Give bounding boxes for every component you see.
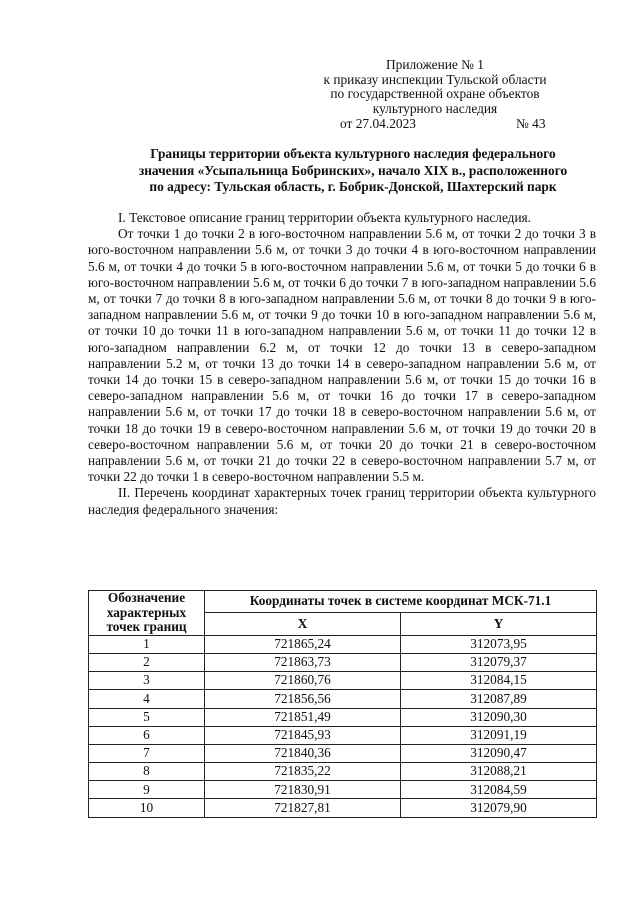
document-body <box>88 210 596 518</box>
appendix-line: к приказу инспекции Тульской области <box>323 71 547 87</box>
point-cell: 5 <box>89 708 205 726</box>
x-cell: 721845,93 <box>205 726 401 744</box>
y-cell: 312088,21 <box>401 763 597 781</box>
point-cell: 2 <box>89 653 205 671</box>
section-1-heading: I. Текстовое описание границ территории объекта культурного наследия. <box>118 210 531 225</box>
section-2-heading: II. Перечень координат характерных точек границ территории объекта культурного наследия федерального значения: <box>88 485 596 517</box>
coordinates-table-body <box>89 635 597 817</box>
table-row <box>89 726 597 744</box>
y-cell: 312073,95 <box>401 635 597 653</box>
y-cell: 312090,47 <box>401 744 597 762</box>
point-cell: 9 <box>89 781 205 799</box>
title-line: по адресу: Тульская область, г. Бобрик-Донской, Шахтерский парк <box>149 179 557 194</box>
x-cell: 721865,24 <box>205 635 401 653</box>
table-row <box>89 744 597 762</box>
title-line: значения «Усыпальница Бобринских», начало XIX в., расположенного <box>138 162 568 178</box>
point-cell: 10 <box>89 799 205 817</box>
x-cell: 721860,76 <box>205 672 401 690</box>
order-number: № 43 <box>516 116 546 131</box>
x-cell: 721827,81 <box>205 799 401 817</box>
y-cell: 312087,89 <box>401 690 597 708</box>
section-1-text: От точки 1 до точки 2 в юго-восточном направлении 5.6 м, от точки 2 до точки 3 в юго-восточном направлении 5.6 м, от точки 3 до точки 4 в юго-восточном направлении 5.6 м, от точки 4 до точки 5 в юго-восточном направлении 5.6 м, от точки 5 до точки 6 в юго-восточном направлении 5.6 м, от точки 6 до точки 7 в юго-западном направлении 5.6 м, от точки 7 до точки 8 в юго-западном направлении 5.6 м, от точки 8 до точки 9 в юго-западном направлении 5.6 м, от точки 9 до точки 10 в юго-западном направлении 5.6 м, от точки 10 до точки 11 в юго-западном направлении 5.6 м, от точки 11 до точки 12 в юго-западном направлении 6.2 м, от точки 12 до точки 13 в северо-западном направлении 5.2 м, от точки 13 до точки 14 в северо-западном направлении 5.6 м, от точки 14 до точки 15 в северо-западном направлении 5.6 м, от точки 15 до точки 16 в северо-западном направлении 5.6 м, от точки 16 до точки 17 в северо-западном направлении 5.6 м, от точки 17 до точки 18 в северо-восточном направлении 5.6 м, от точки 18 до точки 19 в северо-восточном направлении 5.6 м, от точки 19 до точки 20 в северо-восточном направлении 5.6 м, от точки 20 до точки 21 в северо-восточном направлении 5.6 м, от точки 21 до точки 22 в северо-восточном направлении 5.7 м, от точки 22 до точки 1 в северо-восточном направлении 5.5 м. <box>88 226 596 485</box>
x-cell: 721840,36 <box>205 744 401 762</box>
point-cell: 1 <box>89 635 205 653</box>
title-line: Границы территории объекта культурного наследия федерального <box>150 146 556 161</box>
appendix-line: по государственной охране объектов <box>330 86 540 101</box>
x-cell: 721856,56 <box>205 690 401 708</box>
y-cell: 312084,59 <box>401 781 597 799</box>
column-header-x: X <box>205 613 401 635</box>
table-row <box>89 653 597 671</box>
y-cell: 312090,30 <box>401 708 597 726</box>
order-date: от 27.04.2023 <box>340 116 416 131</box>
coordinates-table <box>88 590 597 818</box>
point-cell: 4 <box>89 690 205 708</box>
column-header-y: Y <box>401 613 597 635</box>
point-cell: 7 <box>89 744 205 762</box>
table-row <box>89 635 597 653</box>
table-row <box>89 781 597 799</box>
appendix-header <box>300 58 570 116</box>
y-cell: 312079,37 <box>401 653 597 671</box>
y-cell: 312079,90 <box>401 799 597 817</box>
point-cell: 6 <box>89 726 205 744</box>
x-cell: 721830,91 <box>205 781 401 799</box>
column-header-coordinate-system: Координаты точек в системе координат МСК-71.1 <box>205 591 597 613</box>
table-row <box>89 763 597 781</box>
table-row <box>89 708 597 726</box>
appendix-line: культурного наследия <box>372 100 498 116</box>
point-cell: 8 <box>89 763 205 781</box>
column-header-designation: Обозначение характерных точек границ <box>89 591 205 636</box>
y-cell: 312091,19 <box>401 726 597 744</box>
appendix-line: Приложение № 1 <box>385 57 485 72</box>
point-cell: 3 <box>89 672 205 690</box>
table-row <box>89 672 597 690</box>
table-row <box>89 799 597 817</box>
document-title <box>88 146 618 196</box>
table-row <box>89 690 597 708</box>
x-cell: 721863,73 <box>205 653 401 671</box>
x-cell: 721835,22 <box>205 763 401 781</box>
y-cell: 312084,15 <box>401 672 597 690</box>
x-cell: 721851,49 <box>205 708 401 726</box>
